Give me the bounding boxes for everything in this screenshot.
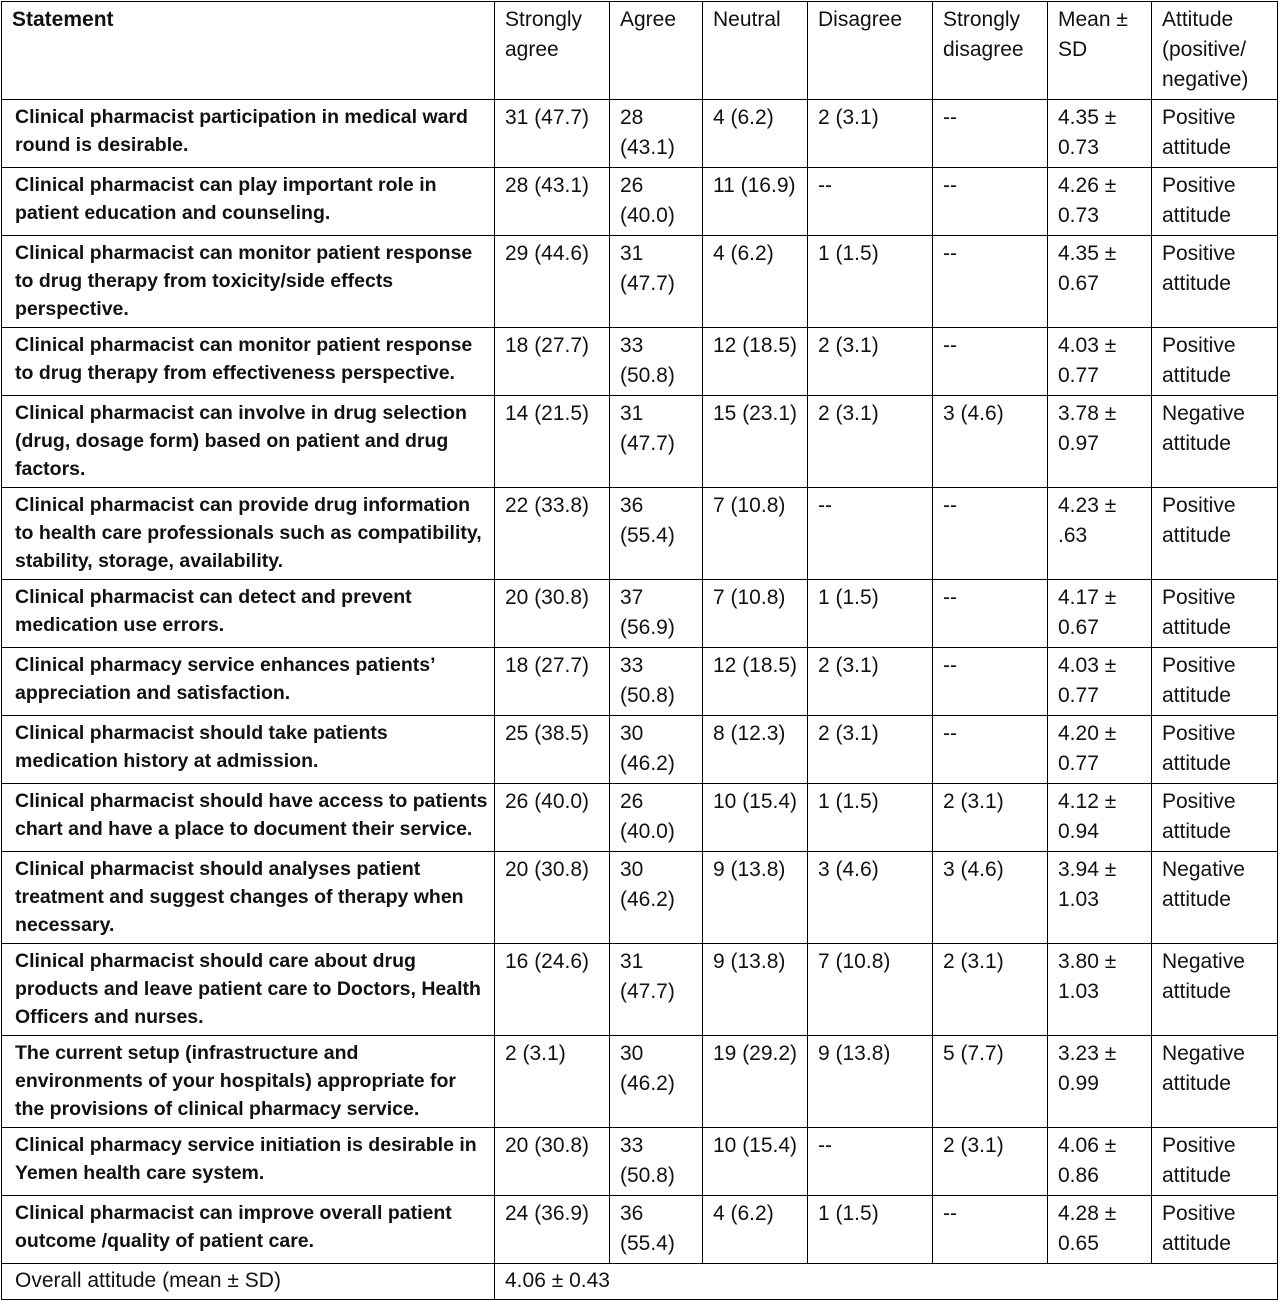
header-mean-sd: Mean ± SD <box>1048 2 1152 100</box>
cell-statement: Clinical pharmacist can provide drug information to health care professionals such as compatibility, stability, storage, availability. <box>2 488 495 580</box>
cell-statement: Clinical pharmacist should analyses patient treatment and suggest changes of therapy when necessary. <box>2 852 495 944</box>
header-strongly-disagree: Strongly disagree <box>933 2 1048 100</box>
cell-attitude: Positive attitude <box>1152 100 1278 168</box>
cell-disagree: 1 (1.5) <box>808 580 933 648</box>
cell-agree: 33 (50.8) <box>610 1128 703 1196</box>
cell-statement: Clinical pharmacist can improve overall patient outcome /quality of patient care. <box>2 1196 495 1264</box>
cell-disagree: 1 (1.5) <box>808 784 933 852</box>
cell-strongly-disagree: -- <box>933 1196 1048 1264</box>
table-body <box>2 100 1278 1300</box>
cell-agree: 26 (40.0) <box>610 168 703 236</box>
cell-neutral: 7 (10.8) <box>703 580 808 648</box>
table-row <box>2 168 1278 236</box>
header-agree: Agree <box>610 2 703 100</box>
cell-neutral: 9 (13.8) <box>703 852 808 944</box>
cell-mean-sd: 3.94 ± 1.03 <box>1048 852 1152 944</box>
cell-attitude: Positive attitude <box>1152 784 1278 852</box>
cell-disagree: 1 (1.5) <box>808 1196 933 1264</box>
cell-neutral: 4 (6.2) <box>703 236 808 328</box>
cell-attitude: Negative attitude <box>1152 1036 1278 1128</box>
cell-statement: Clinical pharmacist can play important role in patient education and counseling. <box>2 168 495 236</box>
cell-strongly-agree: 28 (43.1) <box>495 168 610 236</box>
table-row <box>2 1036 1278 1128</box>
cell-statement: Clinical pharmacist participation in medical ward round is desirable. <box>2 100 495 168</box>
cell-strongly-agree: 20 (30.8) <box>495 580 610 648</box>
cell-mean-sd: 4.03 ± 0.77 <box>1048 328 1152 396</box>
cell-statement: Clinical pharmacist can monitor patient response to drug therapy from toxicity/side effects perspective. <box>2 236 495 328</box>
cell-strongly-disagree: 3 (4.6) <box>933 396 1048 488</box>
cell-strongly-agree: 20 (30.8) <box>495 1128 610 1196</box>
cell-strongly-disagree: -- <box>933 328 1048 396</box>
cell-mean-sd: 3.78 ± 0.97 <box>1048 396 1152 488</box>
header-statement: Statement <box>2 2 495 100</box>
cell-attitude: Positive attitude <box>1152 716 1278 784</box>
cell-strongly-disagree: -- <box>933 236 1048 328</box>
cell-strongly-agree: 18 (27.7) <box>495 648 610 716</box>
cell-neutral: 7 (10.8) <box>703 488 808 580</box>
cell-attitude: Negative attitude <box>1152 852 1278 944</box>
cell-strongly-agree: 24 (36.9) <box>495 1196 610 1264</box>
table-row <box>2 1196 1278 1264</box>
cell-statement: Clinical pharmacist can detect and prevent medication use errors. <box>2 580 495 648</box>
cell-agree: 36 (55.4) <box>610 1196 703 1264</box>
cell-attitude: Positive attitude <box>1152 1196 1278 1264</box>
cell-strongly-disagree: 2 (3.1) <box>933 1128 1048 1196</box>
cell-attitude: Negative attitude <box>1152 944 1278 1036</box>
header-attitude: Attitude (positive/ negative) <box>1152 2 1278 100</box>
cell-agree: 31 (47.7) <box>610 944 703 1036</box>
cell-mean-sd: 4.23 ± .63 <box>1048 488 1152 580</box>
cell-mean-sd: 4.26 ± 0.73 <box>1048 168 1152 236</box>
cell-statement: Clinical pharmacy service enhances patients’ appreciation and satisfaction. <box>2 648 495 716</box>
cell-neutral: 12 (18.5) <box>703 328 808 396</box>
cell-mean-sd: 3.80 ± 1.03 <box>1048 944 1152 1036</box>
header-row <box>2 2 1278 100</box>
cell-mean-sd: 4.35 ± 0.67 <box>1048 236 1152 328</box>
header-strongly-agree: Strongly agree <box>495 2 610 100</box>
cell-disagree: -- <box>808 1128 933 1196</box>
table-row <box>2 944 1278 1036</box>
cell-agree: 36 (55.4) <box>610 488 703 580</box>
cell-disagree: 7 (10.8) <box>808 944 933 1036</box>
cell-disagree: 2 (3.1) <box>808 716 933 784</box>
cell-agree: 33 (50.8) <box>610 648 703 716</box>
cell-disagree: -- <box>808 168 933 236</box>
cell-neutral: 4 (6.2) <box>703 100 808 168</box>
cell-attitude: Positive attitude <box>1152 168 1278 236</box>
cell-agree: 31 (47.7) <box>610 236 703 328</box>
cell-neutral: 19 (29.2) <box>703 1036 808 1128</box>
cell-strongly-disagree: -- <box>933 580 1048 648</box>
cell-agree: 30 (46.2) <box>610 852 703 944</box>
cell-agree: 37 (56.9) <box>610 580 703 648</box>
cell-strongly-agree: 26 (40.0) <box>495 784 610 852</box>
table-row <box>2 716 1278 784</box>
cell-neutral: 4 (6.2) <box>703 1196 808 1264</box>
cell-attitude: Positive attitude <box>1152 328 1278 396</box>
cell-strongly-agree: 14 (21.5) <box>495 396 610 488</box>
cell-attitude: Positive attitude <box>1152 236 1278 328</box>
cell-statement: The current setup (infrastructure and environments of your hospitals) appropriate for the provisions of clinical pharmacy service. <box>2 1036 495 1128</box>
table-row <box>2 784 1278 852</box>
table-row <box>2 396 1278 488</box>
cell-strongly-disagree: 2 (3.1) <box>933 944 1048 1036</box>
cell-strongly-agree: 18 (27.7) <box>495 328 610 396</box>
cell-mean-sd: 4.20 ± 0.77 <box>1048 716 1152 784</box>
cell-statement: Clinical pharmacist should take patients medication history at admission. <box>2 716 495 784</box>
header-disagree: Disagree <box>808 2 933 100</box>
cell-mean-sd: 3.23 ± 0.99 <box>1048 1036 1152 1128</box>
cell-strongly-agree: 22 (33.8) <box>495 488 610 580</box>
cell-strongly-disagree: 3 (4.6) <box>933 852 1048 944</box>
cell-strongly-disagree: -- <box>933 648 1048 716</box>
cell-strongly-disagree: -- <box>933 488 1048 580</box>
table-row <box>2 488 1278 580</box>
attitude-table <box>1 1 1278 1300</box>
cell-mean-sd: 4.35 ± 0.73 <box>1048 100 1152 168</box>
cell-neutral: 11 (16.9) <box>703 168 808 236</box>
cell-neutral: 10 (15.4) <box>703 1128 808 1196</box>
overall-value: 4.06 ± 0.43 <box>495 1264 1278 1300</box>
cell-strongly-disagree: 2 (3.1) <box>933 784 1048 852</box>
cell-neutral: 10 (15.4) <box>703 784 808 852</box>
cell-mean-sd: 4.03 ± 0.77 <box>1048 648 1152 716</box>
table-row <box>2 328 1278 396</box>
table-row <box>2 100 1278 168</box>
table-row <box>2 648 1278 716</box>
cell-statement: Clinical pharmacist should have access to patients chart and have a place to document their service. <box>2 784 495 852</box>
cell-disagree: 2 (3.1) <box>808 328 933 396</box>
table-row <box>2 852 1278 944</box>
cell-statement: Clinical pharmacist can involve in drug selection (drug, dosage form) based on patient and drug factors. <box>2 396 495 488</box>
overall-label: Overall attitude (mean ± SD) <box>2 1264 495 1300</box>
cell-agree: 28 (43.1) <box>610 100 703 168</box>
cell-strongly-disagree: -- <box>933 100 1048 168</box>
cell-attitude: Negative attitude <box>1152 396 1278 488</box>
cell-strongly-disagree: -- <box>933 716 1048 784</box>
cell-attitude: Positive attitude <box>1152 1128 1278 1196</box>
cell-disagree: 9 (13.8) <box>808 1036 933 1128</box>
cell-strongly-agree: 31 (47.7) <box>495 100 610 168</box>
cell-attitude: Positive attitude <box>1152 648 1278 716</box>
table-row <box>2 236 1278 328</box>
cell-attitude: Positive attitude <box>1152 488 1278 580</box>
cell-strongly-disagree: -- <box>933 168 1048 236</box>
cell-neutral: 12 (18.5) <box>703 648 808 716</box>
cell-attitude: Positive attitude <box>1152 580 1278 648</box>
cell-strongly-agree: 16 (24.6) <box>495 944 610 1036</box>
cell-disagree: 3 (4.6) <box>808 852 933 944</box>
cell-disagree: 2 (3.1) <box>808 100 933 168</box>
cell-agree: 26 (40.0) <box>610 784 703 852</box>
overall-row <box>2 1264 1278 1300</box>
cell-disagree: 2 (3.1) <box>808 648 933 716</box>
cell-neutral: 9 (13.8) <box>703 944 808 1036</box>
cell-strongly-agree: 2 (3.1) <box>495 1036 610 1128</box>
cell-strongly-agree: 20 (30.8) <box>495 852 610 944</box>
cell-statement: Clinical pharmacist can monitor patient response to drug therapy from effectiveness perspective. <box>2 328 495 396</box>
cell-statement: Clinical pharmacy service initiation is desirable in Yemen health care system. <box>2 1128 495 1196</box>
cell-agree: 30 (46.2) <box>610 716 703 784</box>
cell-mean-sd: 4.12 ± 0.94 <box>1048 784 1152 852</box>
table-row <box>2 1128 1278 1196</box>
cell-mean-sd: 4.28 ± 0.65 <box>1048 1196 1152 1264</box>
header-neutral: Neutral <box>703 2 808 100</box>
cell-agree: 33 (50.8) <box>610 328 703 396</box>
table-row <box>2 580 1278 648</box>
cell-mean-sd: 4.06 ± 0.86 <box>1048 1128 1152 1196</box>
cell-disagree: 1 (1.5) <box>808 236 933 328</box>
cell-mean-sd: 4.17 ± 0.67 <box>1048 580 1152 648</box>
cell-strongly-agree: 25 (38.5) <box>495 716 610 784</box>
cell-neutral: 8 (12.3) <box>703 716 808 784</box>
cell-agree: 30 (46.2) <box>610 1036 703 1128</box>
cell-statement: Clinical pharmacist should care about drug products and leave patient care to Doctors, Health Officers and nurses. <box>2 944 495 1036</box>
cell-disagree: -- <box>808 488 933 580</box>
cell-neutral: 15 (23.1) <box>703 396 808 488</box>
cell-strongly-agree: 29 (44.6) <box>495 236 610 328</box>
cell-disagree: 2 (3.1) <box>808 396 933 488</box>
cell-strongly-disagree: 5 (7.7) <box>933 1036 1048 1128</box>
cell-agree: 31 (47.7) <box>610 396 703 488</box>
